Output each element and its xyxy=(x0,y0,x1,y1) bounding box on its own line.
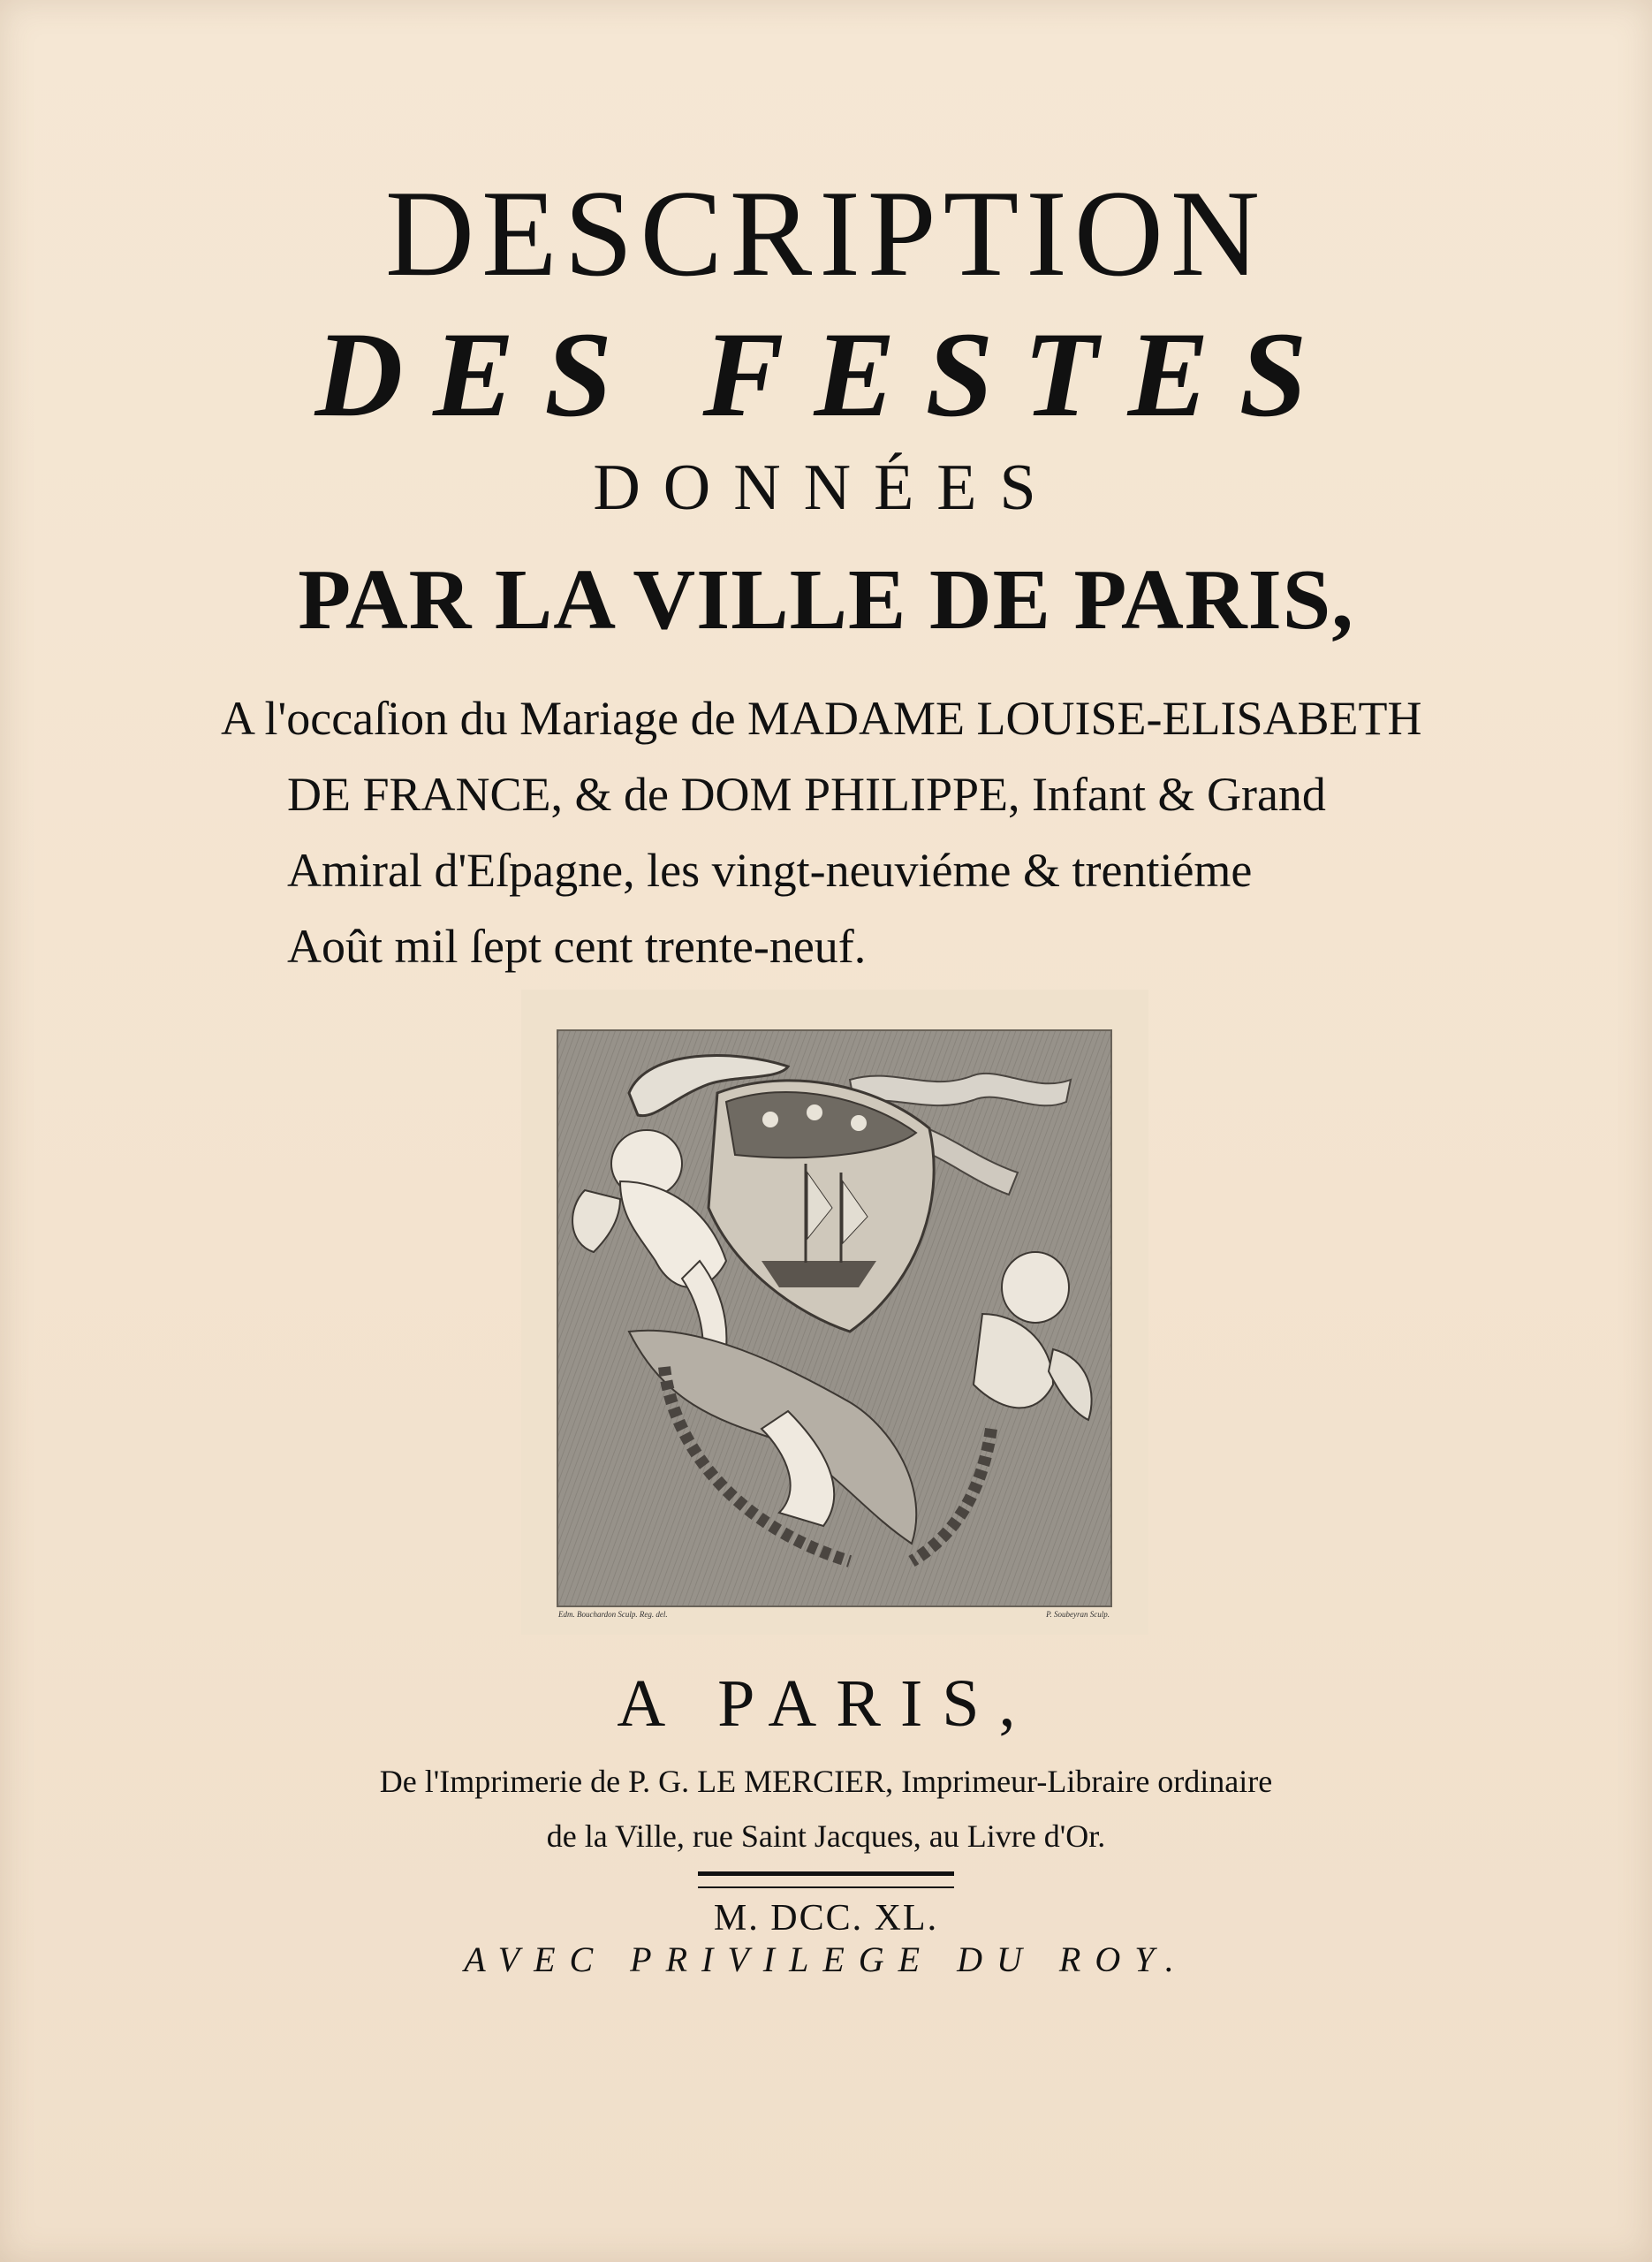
imprint-printer-line-2: de la Ville, rue Saint Jacques, au Livre d'Or. xyxy=(546,1818,1106,1854)
title-des-festes: DES FESTES xyxy=(314,307,1338,442)
imprint-date: M. DCC. XL. xyxy=(713,1898,939,1939)
imprint-city: A PARIS, xyxy=(617,1666,1035,1741)
engraving-image xyxy=(557,1029,1112,1607)
vignette-plate xyxy=(521,990,1148,1635)
engraver-signature-left: Edm. Bouchardon Sculp. Reg. del. xyxy=(558,1610,668,1619)
title-par-la-ville: PAR LA VILLE DE PARIS, xyxy=(298,552,1354,648)
privilege-line: AVEC PRIVILEGE DU ROY. xyxy=(464,1939,1188,1979)
engraver-signature-right: P. Soubeyran Sculp. xyxy=(1046,1610,1110,1619)
title-description: DESCRIPTION xyxy=(384,165,1268,302)
subtitle-line-2: DE FRANCE, & de DOM PHILIPPE, Infant & Grand xyxy=(287,768,1326,821)
title-donnees: DONNÉES xyxy=(593,452,1059,524)
cherubs-and-arms-engraving xyxy=(558,1031,1110,1605)
subtitle-line-3: Amiral d'Eſpagne, les vingt-neuviéme & trentiéme xyxy=(287,844,1253,897)
subtitle-line-4: Août mil ſept cent trente-neuf. xyxy=(287,920,867,973)
imprint-printer-line-1: De l'Imprimerie de P. G. LE MERCIER, Imprimeur-Libraire ordinaire xyxy=(379,1764,1273,1799)
subtitle-line-1: A l'occaſion du Mariage de MADAME LOUISE-ELISABETH xyxy=(221,692,1422,745)
double-rule-divider xyxy=(698,1871,954,1888)
